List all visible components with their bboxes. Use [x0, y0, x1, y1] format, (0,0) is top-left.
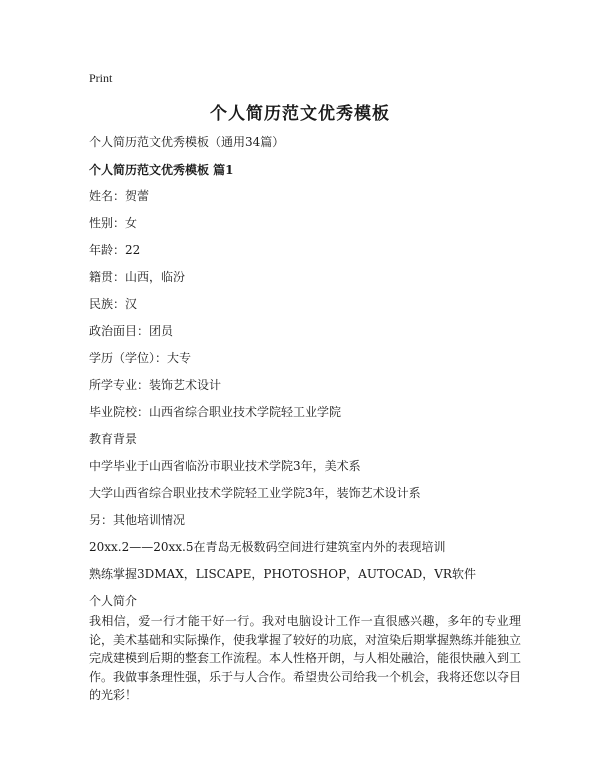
field-major: 所学专业：装饰艺术设计 — [89, 378, 222, 392]
field-school: 毕业院校：山西省综合职业技术学院轻工业学院 — [89, 405, 342, 419]
section-heading: 个人简历范文优秀模板 篇1 — [89, 163, 234, 177]
field-age: 年龄：22 — [89, 243, 141, 257]
training-item: 20xx.2——20xx.5在青岛无极数码空间进行建筑室内外的表现培训 — [89, 540, 446, 554]
document-subtitle: 个人简历范文优秀模板（通用34篇） — [89, 135, 285, 149]
education-heading: 教育背景 — [89, 432, 138, 446]
field-native-place: 籍贯：山西，临汾 — [89, 270, 186, 284]
education-item: 大学山西省综合职业技术学院轻工业学院3年，装饰艺术设计系 — [89, 486, 421, 500]
education-item: 中学毕业于山西省临汾市职业技术学院3年，美术系 — [89, 459, 361, 473]
training-heading: 另：其他培训情况 — [89, 513, 186, 527]
page-title: 个人简历范文优秀模板 — [210, 104, 390, 124]
field-gender: 性别：女 — [89, 216, 138, 230]
field-education: 学历（学位）：大专 — [89, 351, 192, 365]
field-ethnicity: 民族：汉 — [89, 297, 138, 311]
intro-paragraph: 我相信，爱一行才能干好一行。我对电脑设计工作一直很感兴趣，多年的专业理论，美术基础和实际操作，使我掌握了较好的功底，对渲染后期掌握熟练并能独立完成建模到后期的整套工作流程。本人性格开朗，与人相处融洽，能很快融入到工作。我做事条理性强，乐于与人合作。希望贵公司给我一个机会，我将还您以夺目的光彩！ — [89, 614, 522, 702]
field-political-status: 政治面目：团员 — [89, 324, 174, 338]
field-name: 姓名：贺蕾 — [89, 189, 150, 203]
intro-heading: 个人简介 — [89, 594, 138, 608]
print-link[interactable]: Print — [89, 71, 113, 85]
skills-line: 熟练掌握3DMAX，LISCAPE，PHOTOSHOP，AUTOCAD，VR软件 — [89, 567, 476, 581]
